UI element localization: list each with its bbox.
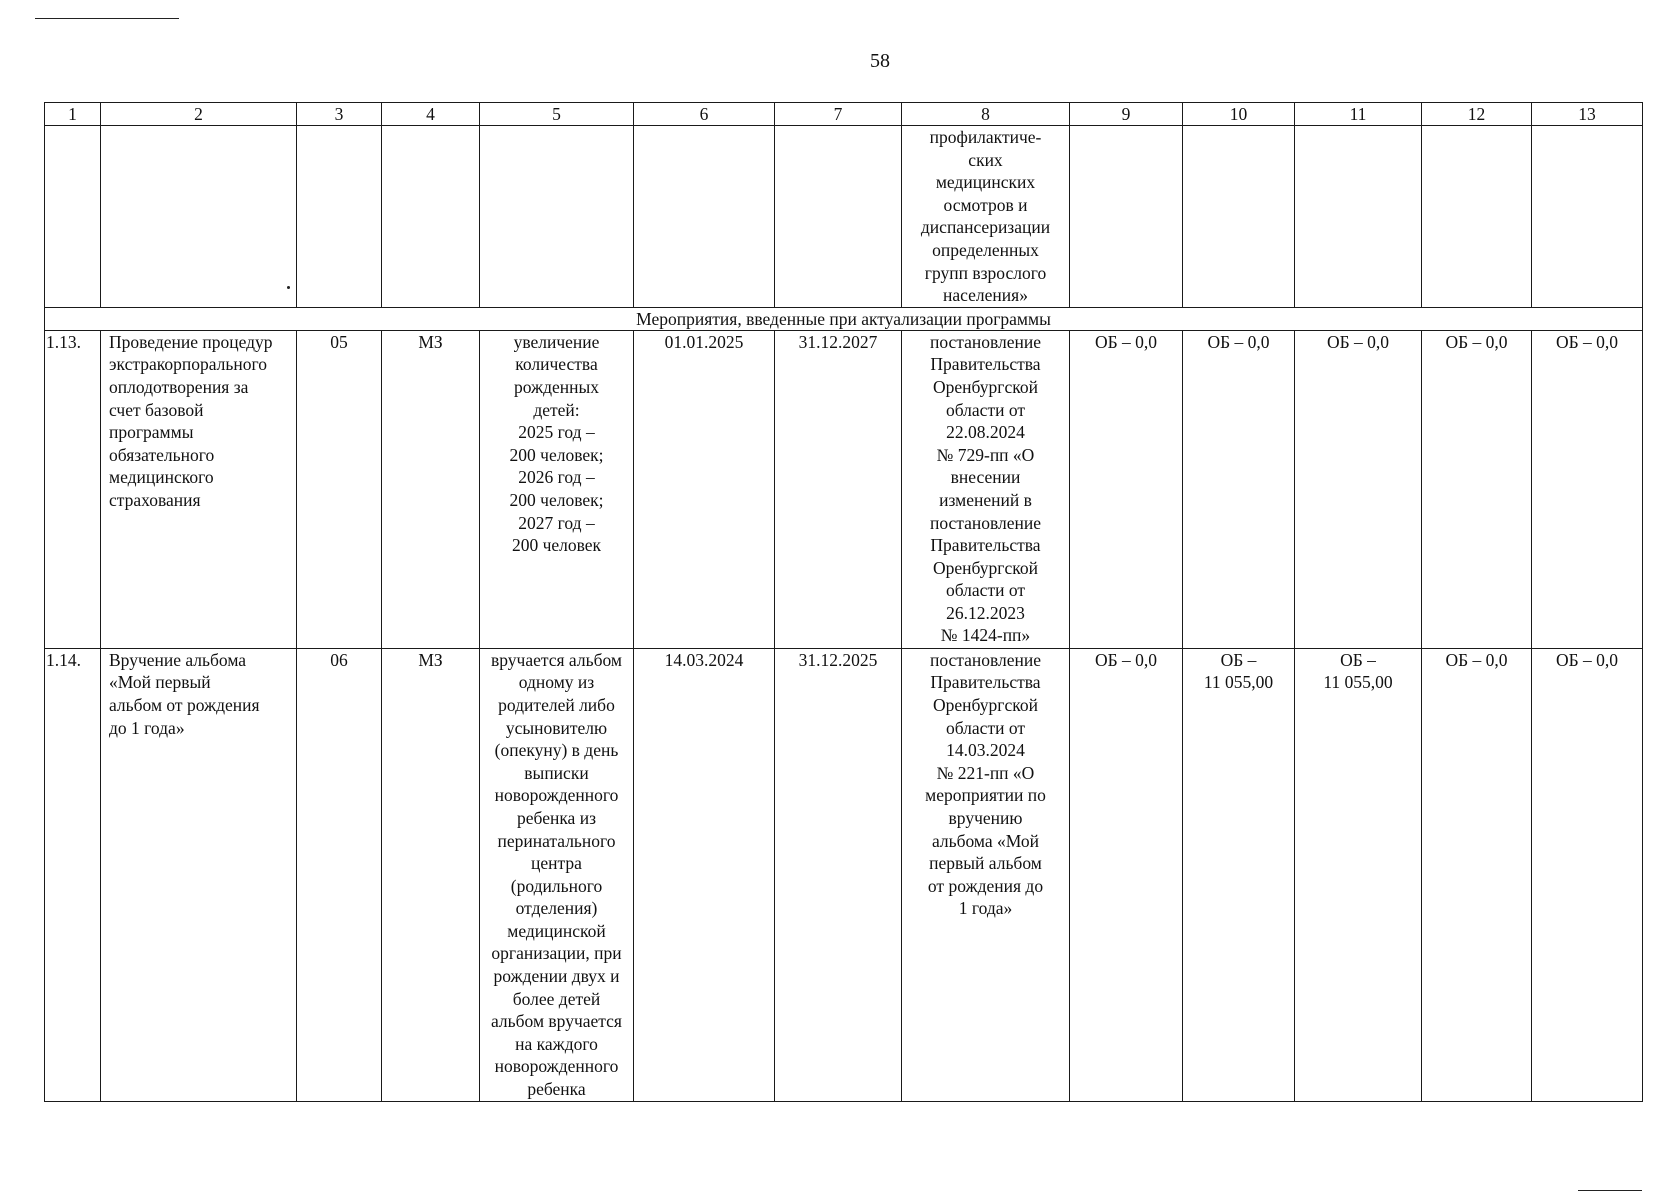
activity-name: Проведение процедур экстракорпорального оплодотворения за счет базовой программы обязательного медицинского страхования xyxy=(101,330,297,648)
bottom-rule xyxy=(1578,1190,1642,1191)
page-number: 58 xyxy=(870,50,890,72)
funding-cell: ОБ – 11 055,00 xyxy=(1295,648,1422,1101)
result-cell: увеличение количества рожденных детей: 2025 год – 200 человек; 2026 год – 200 человек; 2027 год – 200 человек xyxy=(480,330,634,648)
column-header: 9 xyxy=(1070,103,1183,126)
activity-name: Вручение альбома «Мой первый альбом от рождения до 1 года» xyxy=(101,648,297,1101)
column-number-row xyxy=(45,103,1643,126)
executor-cell: МЗ xyxy=(382,648,480,1101)
table-cell xyxy=(1295,126,1422,308)
funding-cell: ОБ – 0,0 xyxy=(1422,648,1532,1101)
continuation-row xyxy=(45,126,1643,308)
column-header: 6 xyxy=(634,103,775,126)
table-cell xyxy=(1070,126,1183,308)
table-cell xyxy=(775,126,902,308)
table-row xyxy=(45,330,1643,648)
column-header: 13 xyxy=(1532,103,1643,126)
row-number: 1.13. xyxy=(45,330,101,648)
table-cell xyxy=(45,126,101,308)
funding-cell: ОБ – 0,0 xyxy=(1295,330,1422,648)
column-header: 2 xyxy=(101,103,297,126)
table-cell xyxy=(101,126,297,308)
section-title: Мероприятия, введенные при актуализации программы xyxy=(45,307,1643,330)
column-header: 11 xyxy=(1295,103,1422,126)
table-row xyxy=(45,648,1643,1101)
column-header: 5 xyxy=(480,103,634,126)
funding-cell: ОБ – 0,0 xyxy=(1070,648,1183,1101)
program-activities-table xyxy=(44,102,1643,1102)
top-rule xyxy=(35,18,179,19)
funding-cell: ОБ – 0,0 xyxy=(1532,330,1643,648)
table-cell xyxy=(1183,126,1295,308)
funding-cell: ОБ – 0,0 xyxy=(1070,330,1183,648)
start-date-cell: 14.03.2024 xyxy=(634,648,775,1101)
end-date-cell: 31.12.2025 xyxy=(775,648,902,1101)
table-cell xyxy=(480,126,634,308)
column-header: 10 xyxy=(1183,103,1295,126)
legal-act-cell: постановление Правительства Оренбургской области от 22.08.2024 № 729-пп «О внесении изменений в постановление Правительства Оренбургской области от 26.12.2023 № 1424-пп» xyxy=(902,330,1070,648)
column-header: 8 xyxy=(902,103,1070,126)
end-date-cell: 31.12.2027 xyxy=(775,330,902,648)
column-header: 7 xyxy=(775,103,902,126)
table-cell xyxy=(297,126,382,308)
continuation-text: профилактиче- ских медицинских осмотров и диспансеризации определенных групп взрослого населения» xyxy=(902,126,1070,308)
section-row xyxy=(45,307,1643,330)
legal-act-cell: постановление Правительства Оренбургской области от 14.03.2024 № 221-пп «О мероприятии по вручению альбома «Мой первый альбом от рождения до 1 года» xyxy=(902,648,1070,1101)
table-cell xyxy=(634,126,775,308)
table-cell xyxy=(382,126,480,308)
row-number: 1.14. xyxy=(45,648,101,1101)
result-cell: вручается альбом одному из родителей либо усыновителю (опекуну) в день выписки новорожденного ребенка из перинатального центра (родильного отделения) медицинской организации, при рождении двух и более детей альбом вручается на каждого новорожденного ребенка xyxy=(480,648,634,1101)
code-cell: 05 xyxy=(297,330,382,648)
table-cell xyxy=(1422,126,1532,308)
column-header: 1 xyxy=(45,103,101,126)
funding-cell: ОБ – 0,0 xyxy=(1532,648,1643,1101)
column-header: 12 xyxy=(1422,103,1532,126)
funding-cell: ОБ – 11 055,00 xyxy=(1183,648,1295,1101)
code-cell: 06 xyxy=(297,648,382,1101)
column-header: 3 xyxy=(297,103,382,126)
column-header: 4 xyxy=(382,103,480,126)
executor-cell: МЗ xyxy=(382,330,480,648)
funding-cell: ОБ – 0,0 xyxy=(1183,330,1295,648)
scan-speck xyxy=(287,286,290,289)
start-date-cell: 01.01.2025 xyxy=(634,330,775,648)
table-cell xyxy=(1532,126,1643,308)
funding-cell: ОБ – 0,0 xyxy=(1422,330,1532,648)
